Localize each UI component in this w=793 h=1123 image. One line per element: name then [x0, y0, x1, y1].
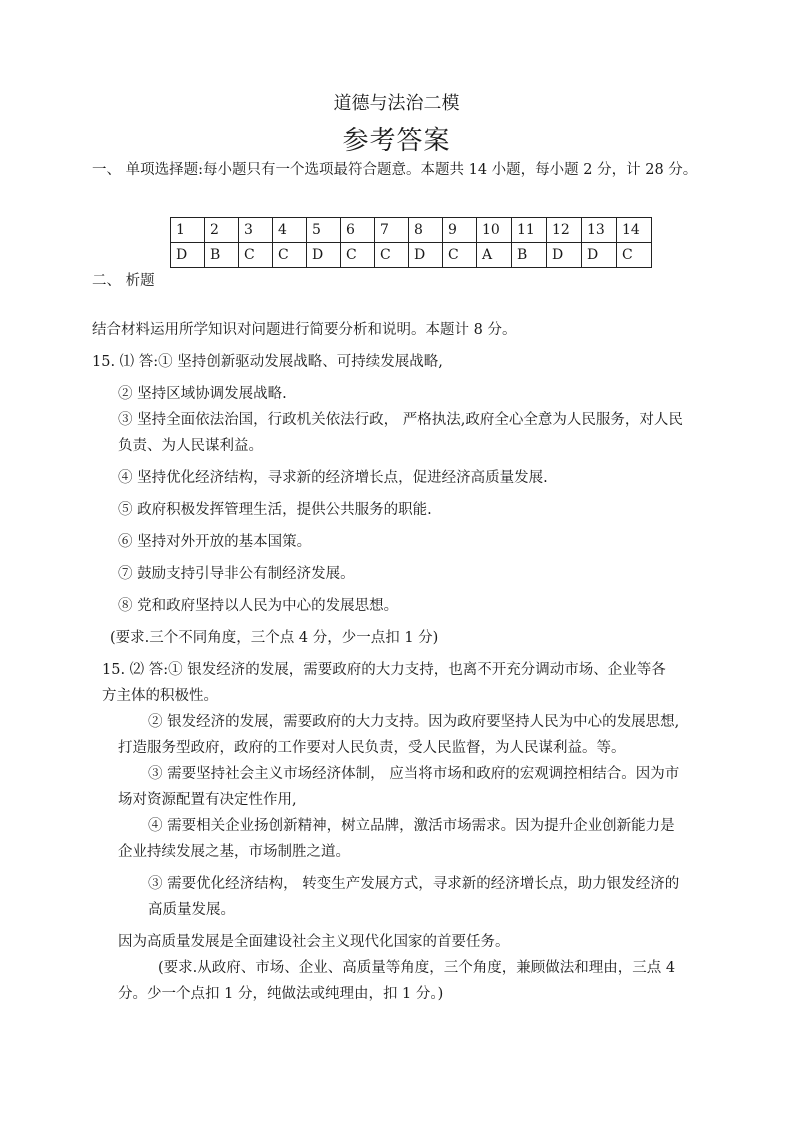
answer-cell: D [582, 243, 617, 268]
q15-1-point-3: ③ 坚持全面依法治国，行政机关依法行政， 严格执法,政府全心全意为人民服务，对人民 [118, 412, 683, 428]
section-2-heading: 二、 析题 [92, 273, 155, 289]
question-number-cell: 6 [341, 218, 375, 243]
answer-cell: D [307, 243, 341, 268]
answer-cell: C [617, 243, 652, 268]
q15-2-line-5: ③ 需要坚持社会主义市场经济体制， 应当将市场和政府的宏观调控相结合。因为市 [148, 766, 680, 782]
q15-2-line-10: 高质量发展。 [148, 902, 235, 918]
section-1-heading: 一、 单项选择题:每小题只有一个选项最符合题意。本题共 14 小题，每小题 2 分，计 28 分。 [92, 162, 698, 178]
q15-1-point-4: ④ 坚持优化经济结构，寻求新的经济增长点，促进经济高质量发展. [118, 470, 548, 486]
question-number-cell: 2 [205, 218, 239, 243]
question-number-cell: 12 [547, 218, 582, 243]
answer-cell: D [547, 243, 582, 268]
q15-2-line-1: 15. ⑵ 答:① 银发经济的发展，需要政府的大力支持，也离不开充分调动市场、企业等各 [102, 662, 666, 678]
q15-1-point-7: ⑦ 鼓励支持引导非公有制经济发展。 [118, 566, 355, 582]
q15-2-line-8: 企业持续发展之基，市场制胜之道。 [118, 844, 350, 860]
answer-cell: D [409, 243, 443, 268]
answer-cell: B [205, 243, 239, 268]
q15-1-point-8: ⑧ 党和政府坚持以人民为中心的发展思想。 [118, 598, 399, 614]
q15-1-point-5: ⑤ 政府积极发挥管理生活，提供公共服务的职能. [118, 502, 432, 518]
q15-1-point-3-cont: 负责、为人民谋利益。 [118, 438, 263, 454]
question-number-cell: 9 [443, 218, 477, 243]
q15-1-point-6: ⑥ 坚持对外开放的基本国策。 [118, 534, 312, 550]
q15-1-line: 15. ⑴ 答:① 坚持创新驱动发展战略、可持续发展战略, [92, 354, 443, 370]
question-number-row [171, 218, 652, 243]
q15-2-requirement: (要求.从政府、市场、企业、高质量等角度，三个角度，兼顾做法和理由，三点 4 [158, 960, 676, 976]
q15-2-line-7: ④ 需要相关企业扬创新精神，树立品牌，激活市场需求。因为提升企业创新能力是 [148, 818, 675, 834]
q15-2-requirement-cont: 分。少一个点扣 1 分，纯做法或纯理由，扣 1 分。) [118, 986, 444, 1002]
answer-cell: C [375, 243, 409, 268]
answer-cell: C [239, 243, 273, 268]
answer-cell: C [341, 243, 375, 268]
question-number-cell: 8 [409, 218, 443, 243]
q15-2-line-3: ② 银发经济的发展，需要政府的大力支持。因为政府要坚持人民为中心的发展思想, [148, 714, 680, 730]
question-number-cell: 7 [375, 218, 409, 243]
question-number-cell: 1 [171, 218, 205, 243]
q15-2-line-11: 因为高质量发展是全面建设社会主义现代化国家的首要任务。 [118, 934, 510, 950]
document-subtitle: 参考答案 [342, 126, 451, 156]
answer-cell: D [171, 243, 205, 268]
q15-1-point-2: ② 坚持区域协调发展战略. [118, 386, 287, 402]
q15-2-line-4: 打造服务型政府，政府的工作要对人民负责，受人民监督，为人民谋利益。等。 [118, 740, 626, 756]
question-number-cell: 11 [512, 218, 547, 243]
answer-cell: B [512, 243, 547, 268]
answer-table [170, 217, 652, 268]
question-number-cell: 13 [582, 218, 617, 243]
q15-2-line-9: ③ 需要优化经济结构， 转变生产发展方式，寻求新的经济增长点，助力银发经济的 [148, 876, 680, 892]
question-number-cell: 4 [273, 218, 307, 243]
q15-1-requirement: (要求.三个不同角度，三个点 4 分，少一点扣 1 分) [110, 630, 439, 646]
q15-2-line-6: 场对资源配置有决定性作用, [118, 792, 297, 808]
document-title: 道德与法治二模 [333, 93, 460, 114]
answer-cell: A [477, 243, 512, 268]
question-number-cell: 14 [617, 218, 652, 243]
question-number-cell: 5 [307, 218, 341, 243]
section-2-intro: 结合材料运用所学知识对问题进行简要分析和说明。本题计 8 分。 [92, 322, 517, 338]
question-number-cell: 3 [239, 218, 273, 243]
answer-cell: C [443, 243, 477, 268]
answer-cell: C [273, 243, 307, 268]
question-number-cell: 10 [477, 218, 512, 243]
q15-2-line-2: 方主体的积极性。 [102, 688, 218, 704]
answer-row [171, 243, 652, 268]
